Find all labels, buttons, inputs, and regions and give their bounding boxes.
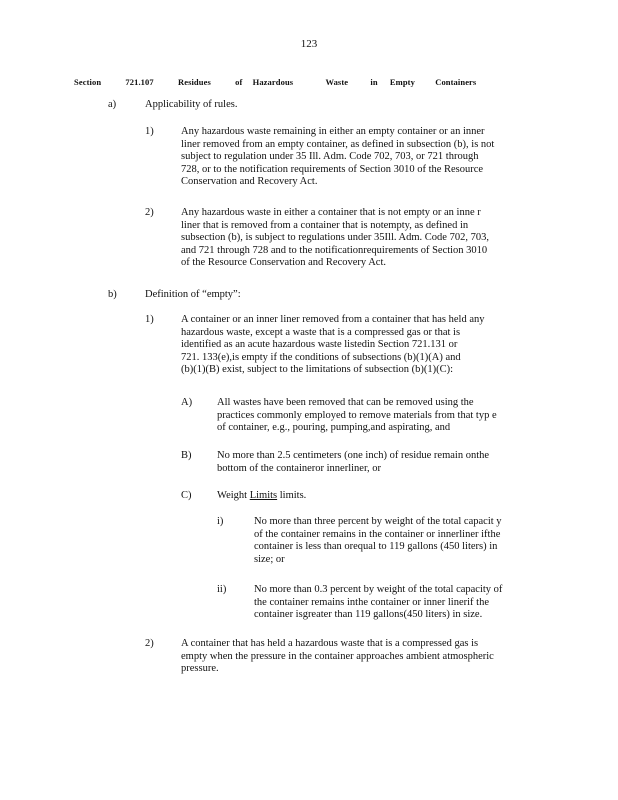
text-line: Any hazardous waste remaining in either an empty container or an inner xyxy=(181,126,485,137)
item-b2-marker: 2) xyxy=(145,638,154,649)
item-b-title: Definition of “empty”: xyxy=(145,289,241,300)
item-b1-text xyxy=(181,314,539,377)
text-line: bottom of the containeror innerliner, or xyxy=(217,462,382,474)
text-line: identified as an acute hazardous waste listedin Section 721.131 or xyxy=(181,339,458,350)
text-line: container is less than orequal to 119 gallons (450 liters) in xyxy=(254,541,498,552)
item-i-text xyxy=(254,516,539,566)
text-line: Conservation and Recovery Act. xyxy=(181,176,318,187)
item-b1C-title xyxy=(217,490,306,503)
text-line: liner removed from an empty container, as defined in subsection (b), is not xyxy=(181,138,495,150)
text-line: A container that has held a hazardous waste that is a compressed gas is xyxy=(181,638,479,649)
c-title-pre: Weight xyxy=(217,490,250,501)
text-line: empty when the pressure in the container approaches ambient atmospheric xyxy=(181,650,494,662)
text-line: of the container remains in the container or innerliner ifthe xyxy=(254,528,501,540)
item-ii-text xyxy=(254,584,539,622)
text-line: 721. 133(e),is empty if the conditions of subsections (b)(1)(A) and xyxy=(181,351,461,363)
c-title-struck: Limits xyxy=(249,490,278,501)
heading-word: of xyxy=(235,77,243,87)
text-line: Any hazardous waste in either a container that is not empty or an inne r xyxy=(181,207,481,218)
text-line: and 721 through 728 and to the notificationrequirements of Section 3010 xyxy=(181,244,488,256)
heading-word: Hazardous xyxy=(252,77,294,87)
heading-word: in xyxy=(370,77,378,87)
text-line: liner that is removed from a container that is notempty, as defined in xyxy=(181,219,469,231)
heading-word: Residues xyxy=(177,77,211,87)
text-line: A container or an inner liner removed from a container that has held any xyxy=(181,314,485,325)
item-b1B-text xyxy=(217,450,537,475)
text-line: the container remains inthe container or inner linerif the xyxy=(254,596,489,608)
section-heading xyxy=(74,76,476,89)
text-line: pressure. xyxy=(181,663,219,674)
section-label: Section xyxy=(74,77,102,87)
heading-word: Containers xyxy=(435,77,477,87)
item-b1A-marker: A) xyxy=(181,397,193,408)
text-line: All wastes have been removed that can be removed using the xyxy=(217,397,474,408)
text-line: 728, or to the notification requirements of Section 3010 of the Resource xyxy=(181,163,484,175)
item-i-marker: i) xyxy=(217,516,224,527)
item-b2-text xyxy=(181,638,539,676)
item-a2-marker: 2) xyxy=(145,207,154,218)
text-line: No more than 2.5 centimeters (one inch) of residue remain onthe xyxy=(217,450,490,461)
text-line: (b)(1)(B) exist, subject to the limitations of subsection (b)(1)(C): xyxy=(181,364,454,375)
text-line: hazardous waste, except a waste that is a compressed gas or that is xyxy=(181,326,461,338)
item-a-title: Applicability of rules. xyxy=(145,99,238,110)
c-title-post: limits. xyxy=(277,490,307,501)
heading-word: Empty xyxy=(389,77,415,87)
item-a1-text xyxy=(181,126,539,189)
text-line: size; or xyxy=(254,553,285,565)
text-line: subject to regulation under 35 Ill. Adm. Code 702, 703, or 721 through xyxy=(181,151,479,162)
item-b1A-text xyxy=(217,397,537,435)
item-a1-marker: 1) xyxy=(145,126,154,137)
page-number: 123 xyxy=(300,38,318,50)
item-a-marker: a) xyxy=(108,99,117,110)
item-b1B-marker: B) xyxy=(181,450,192,461)
text-line: container isgreater than 119 gallons(450 liters) in size. xyxy=(254,609,483,620)
item-b1C-marker: C) xyxy=(181,490,192,501)
text-line: No more than 0.3 percent by weight of the total capacity of xyxy=(254,584,503,595)
item-b-marker: b) xyxy=(108,289,117,300)
text-line: subsection (b), is subject to regulations under 35Ill. Adm. Code 702, 703, xyxy=(181,232,489,243)
text-line: of container, e.g., pouring, pumping,and aspirating, and xyxy=(217,422,451,433)
text-line: No more than three percent by weight of the total capacit y xyxy=(254,516,502,527)
item-b1-marker: 1) xyxy=(145,314,154,325)
section-number: 721.107 xyxy=(125,77,154,87)
item-a2-text xyxy=(181,207,539,270)
text-line: practices commonly employed to remove materials from that typ e xyxy=(217,409,497,421)
item-ii-marker: ii) xyxy=(217,584,227,595)
heading-word: Waste xyxy=(325,77,349,87)
text-line: of the Resource Conservation and Recovery Act. xyxy=(181,257,386,268)
